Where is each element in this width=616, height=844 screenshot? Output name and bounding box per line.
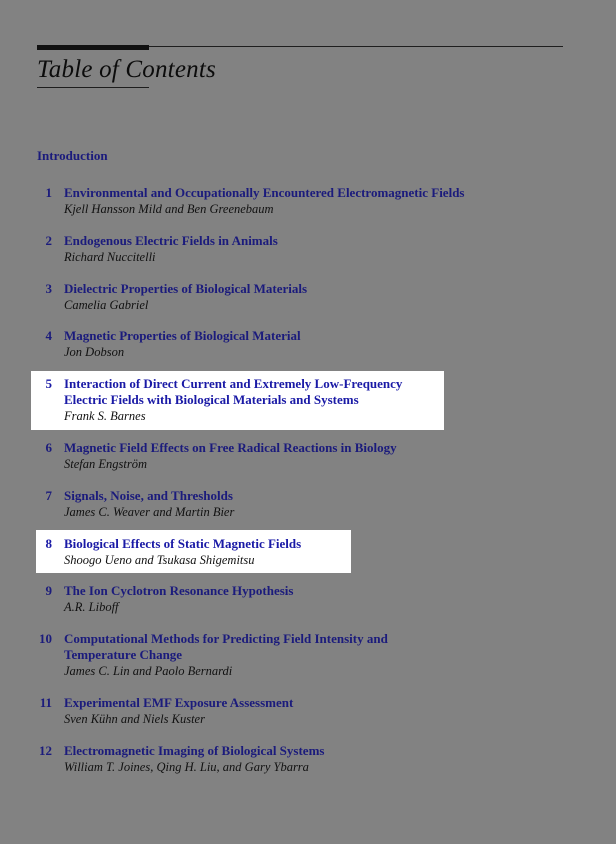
chapter-number: 1 [45, 185, 52, 200]
chapter-number: 6 [45, 440, 52, 455]
chapter-number: 4 [45, 328, 52, 343]
chapter-number: 10 [39, 631, 52, 646]
chapter-title[interactable]: Interaction of Direct Current and Extremely Low-Frequency Electric Fields with Biological Materials and Systems [64, 376, 403, 407]
chapter-authors: Shoogo Ueno and Tsukasa Shigemitsu [64, 553, 255, 567]
chapter-number: 7 [45, 488, 52, 503]
chapter-title[interactable]: Signals, Noise, and Thresholds [64, 488, 233, 503]
toc-entry-8[interactable] [37, 536, 557, 568]
chapter-number: 5 [45, 376, 52, 391]
chapter-authors: Stefan Engström [64, 457, 147, 471]
chapter-authors: Kjell Hansson Mild and Ben Greenebaum [64, 202, 274, 216]
chapter-title[interactable]: Environmental and Occupationally Encountered Electromagnetic Fields [64, 185, 465, 200]
chapter-title[interactable]: Electromagnetic Imaging of Biological Systems [64, 743, 325, 758]
chapter-authors: A.R. Liboff [64, 600, 119, 614]
chapter-title[interactable]: Magnetic Properties of Biological Material [64, 328, 301, 343]
chapter-number: 2 [45, 233, 52, 248]
title-underline [37, 87, 149, 88]
header-rule-accent [37, 45, 149, 50]
toc-entry-10[interactable] [37, 631, 437, 679]
chapter-authors: James C. Lin and Paolo Bernardi [64, 664, 233, 678]
chapter-title[interactable]: The Ion Cyclotron Resonance Hypothesis [64, 583, 294, 598]
toc-entry-12[interactable] [37, 743, 557, 775]
chapter-number: 3 [45, 281, 52, 296]
toc-entry-3[interactable] [37, 281, 557, 313]
chapter-authors: James C. Weaver and Martin Bier [64, 505, 235, 519]
chapter-authors: Camelia Gabriel [64, 298, 149, 312]
toc-entry-6[interactable] [37, 440, 557, 472]
chapter-number: 8 [45, 536, 52, 551]
chapter-title[interactable]: Experimental EMF Exposure Assessment [64, 695, 294, 710]
chapter-title[interactable]: Endogenous Electric Fields in Animals [64, 233, 278, 248]
toc-entry-5[interactable] [37, 376, 437, 424]
chapter-authors: William T. Joines, Qing H. Liu, and Gary Ybarra [64, 760, 309, 774]
chapter-authors: Jon Dobson [64, 345, 125, 359]
toc-entry-1[interactable] [37, 185, 557, 217]
chapter-title[interactable]: Magnetic Field Effects on Free Radical Reactions in Biology [64, 440, 397, 455]
toc-introduction-link[interactable]: Introduction [37, 148, 108, 163]
chapter-title[interactable]: Computational Methods for Predicting Field Intensity and Temperature Change [64, 631, 388, 662]
toc-entry-11[interactable] [37, 695, 557, 727]
toc-entry-4[interactable] [37, 328, 557, 360]
toc-entry-7[interactable] [37, 488, 557, 520]
chapter-authors: Frank S. Barnes [64, 409, 146, 423]
toc-entry-9[interactable] [37, 583, 557, 615]
chapter-authors: Richard Nuccitelli [64, 250, 156, 264]
chapter-number: 11 [39, 695, 52, 710]
chapter-authors: Sven Kühn and Niels Kuster [64, 712, 205, 726]
chapter-title[interactable]: Dielectric Properties of Biological Materials [64, 281, 308, 296]
chapter-title[interactable]: Biological Effects of Static Magnetic Fields [64, 536, 302, 551]
chapter-number: 9 [45, 583, 52, 598]
chapter-number: 12 [39, 743, 52, 758]
page-title: Table of Contents [37, 56, 216, 83]
toc-entry-2[interactable] [37, 233, 557, 265]
